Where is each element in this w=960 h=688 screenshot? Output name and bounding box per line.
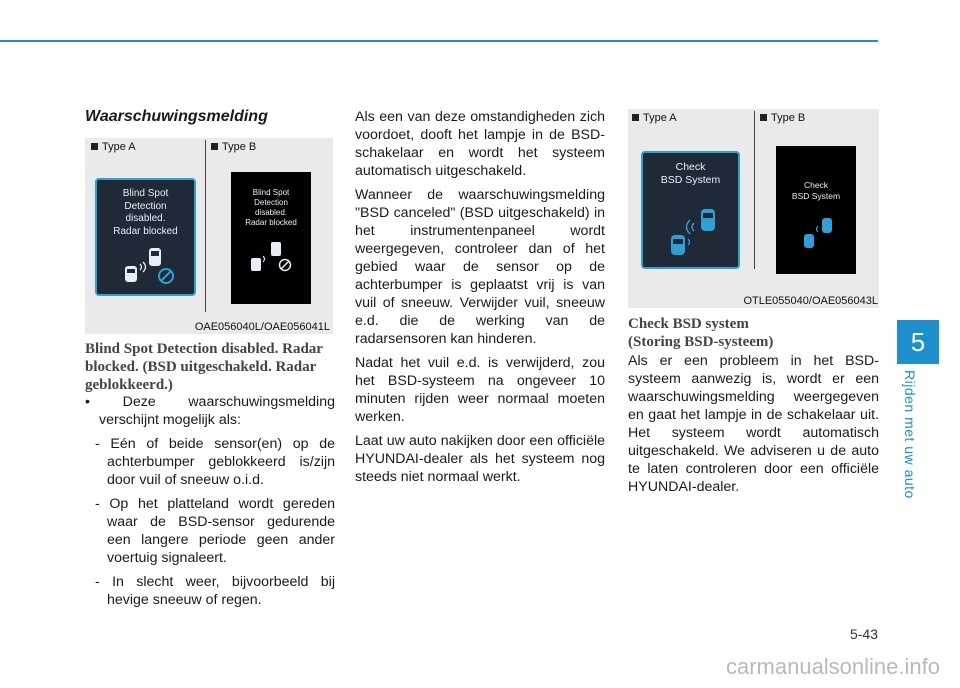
chapter-number-tab: 5 bbox=[897, 320, 939, 364]
left-body bbox=[85, 393, 335, 615]
middle-paragraph-2: Wanneer de waarschuwingsmelding "BSD canceled" (BSD uitgeschakeld) in het instrumentenpaneel wordt weergegeven, controleer dan of het gebied waar de sensor op de achterbumper is geplaatst vrij is van vuil of sneeuw. Verwijder vuil, sneeuw e.d. die de werking van de radarsensoren kan hinderen. bbox=[355, 187, 605, 347]
screen-b-message-right: Check BSD System bbox=[791, 180, 841, 201]
dash-item-1: - Eén of beide sensor(en) op de achterbumper geblokkeerd is/zijn door vuil of sneeuw o.i.d. bbox=[95, 436, 335, 488]
bsd-check-icon-b bbox=[798, 214, 842, 254]
right-heading-line-2: (Storing BSD-systeem) bbox=[628, 334, 774, 350]
middle-paragraph-4: Laat uw auto nakijken door een officiële HYUNDAI-dealer als het systeem nog steeds niet normaal werkt. bbox=[355, 433, 605, 485]
bsd-check-icon bbox=[663, 205, 727, 263]
middle-paragraph-3: Nadat het vuil e.d. is verwijderd, zou het BSD-systeem na ongeveer 10 minuten rijden weer normaal moeten werken. bbox=[355, 355, 605, 425]
type-b-label: Type B bbox=[211, 141, 256, 153]
middle-body bbox=[355, 108, 605, 492]
header-rule bbox=[0, 40, 878, 42]
right-heading-line-1: Check BSD system bbox=[628, 316, 749, 332]
screen-type-a bbox=[95, 178, 196, 296]
dash-item-2: - Op het platteland wordt gereden waar de BSD-sensor gedurende een langere periode geen ander voertuig signaleert. bbox=[95, 496, 335, 566]
screen-type-b bbox=[231, 172, 311, 304]
right-paragraph: Als er een probleem in het BSD-systeem aanwezig is, wordt er een waarschuwingsmelding weergegeven en gaat het lampje in de schakelaar uit. Het systeem wordt automatisch uitgeschakeld. We adviseren u de auto te laten controleren door een officiële HYUNDAI-dealer. bbox=[628, 353, 879, 495]
figure-right bbox=[628, 109, 879, 308]
type-b-label-right: Type B bbox=[760, 112, 805, 124]
chapter-title-side bbox=[900, 370, 936, 500]
bsd-blocked-icon bbox=[119, 244, 179, 290]
dash-item-3: - In slecht weer, bijvoorbeeld bij hevige sneeuw of regen. bbox=[95, 574, 335, 608]
screen-type-a-right bbox=[641, 151, 740, 269]
type-a-label: Type A bbox=[91, 141, 136, 153]
figure-divider-right bbox=[754, 111, 755, 269]
bsd-blocked-icon-b bbox=[247, 238, 297, 278]
right-body bbox=[628, 352, 879, 502]
left-subheading: Blind Spot Detection disabled. Radar blocked. (BSD uitgeschakeld. Radar geblokkeerd.) bbox=[85, 341, 323, 393]
figure-code: OAE056040L/OAE056041L bbox=[194, 321, 330, 333]
right-heading bbox=[628, 315, 878, 351]
middle-paragraph-1: Als een van deze omstandigheden zich voordoet, dooft het lampje in de BSD-schakelaar en wordt het systeem automatisch uitgeschakeld. bbox=[355, 109, 605, 179]
figure-left bbox=[85, 138, 333, 334]
section-heading: Waarschuwingsmelding bbox=[85, 108, 268, 125]
watermark: carmanualsonline.info bbox=[725, 654, 940, 679]
type-a-label-right: Type A bbox=[632, 112, 677, 124]
page-number: 5-43 bbox=[849, 626, 878, 642]
screen-a-message: Blind Spot Detection disabled. Radar blocked bbox=[113, 188, 178, 237]
screen-a-message-right: Check BSD System bbox=[660, 161, 721, 187]
figure-code-right: OTLE055040/OAE056043L bbox=[743, 295, 878, 307]
bullet-item: • Deze waarschuwingsmelding verschijnt mogelijk als: bbox=[85, 394, 335, 428]
screen-type-b-right bbox=[776, 146, 856, 274]
screen-b-message: Blind Spot Detection disabled. Radar blocked bbox=[245, 188, 297, 227]
figure-divider bbox=[205, 140, 206, 312]
chapter-title: Rijden met uw auto bbox=[902, 370, 918, 499]
